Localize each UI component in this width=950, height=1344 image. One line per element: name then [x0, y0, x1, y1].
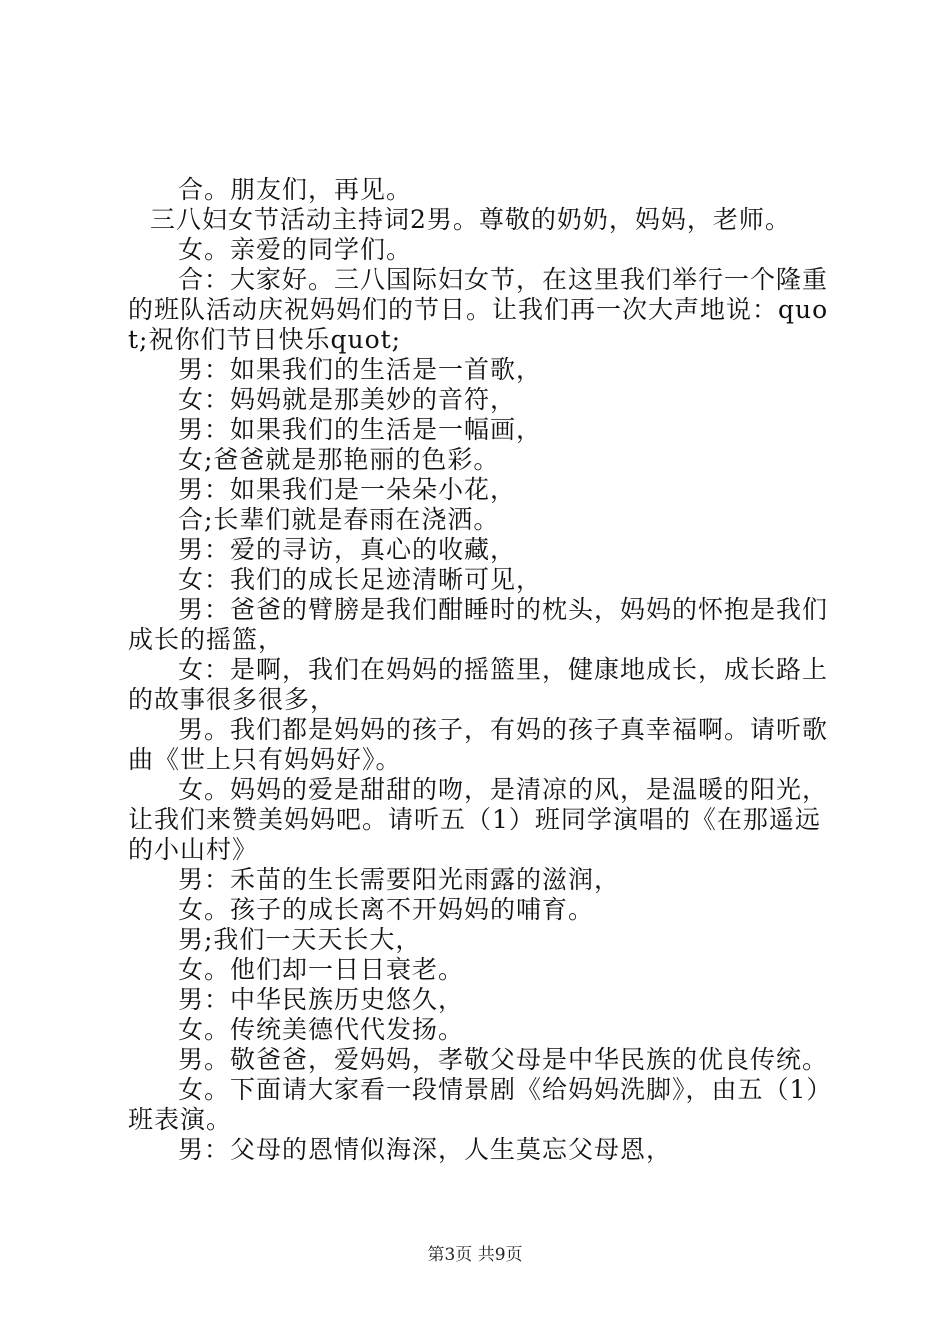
paragraph: 男：如果我们的生活是一幅画，: [178, 415, 543, 444]
paragraph: 女。他们却一日日衰老。: [178, 955, 465, 984]
paragraph: 男：如果我们的生活是一首歌，: [178, 355, 543, 384]
paragraph: 男：中华民族历史悠久，: [178, 985, 465, 1014]
document-body: [128, 175, 840, 1165]
paragraph: 女。孩子的成长离不开妈妈的哺育。: [178, 895, 595, 924]
paragraph: 合：大家好。三八国际妇女节，在这里我们举行一个隆重的班队活动庆祝妈妈们的节日。让我们再一次大声地说：quot;祝你们节日快乐quot;: [128, 265, 829, 354]
paragraph: 女：是啊，我们在妈妈的摇篮里，健康地成长，成长路上的故事很多很多，: [128, 655, 829, 714]
page-number-footer: 第3页 共9页: [427, 1245, 523, 1265]
paragraph: 女。下面请大家看一段情景剧《给妈妈洗脚》，由五（1）班表演。: [128, 1075, 833, 1134]
paragraph: 女;爸爸就是那艳丽的色彩。: [178, 445, 500, 474]
paragraph: 合;长辈们就是春雨在浇洒。: [178, 505, 500, 534]
paragraph: 男。敬爸爸，爱妈妈，孝敬父母是中华民族的优良传统。: [178, 1045, 829, 1074]
paragraph: 男：如果我们是一朵朵小花，: [178, 475, 517, 504]
paragraph: 女。传统美德代代发扬。: [178, 1015, 465, 1044]
paragraph: 女：妈妈就是那美妙的音符，: [178, 385, 517, 414]
paragraph: 男：父母的恩情似海深，人生莫忘父母恩，: [178, 1135, 673, 1164]
paragraph: 男。我们都是妈妈的孩子，有妈的孩子真幸福啊。请听歌曲《世上只有妈妈好》。: [128, 715, 829, 774]
paragraph: 女。妈妈的爱是甜甜的吻，是清凉的风，是温暖的阳光，让我们来赞美妈妈吧。请听五（1）班同学演唱的《在那遥远的小山村》: [128, 775, 829, 864]
paragraph: 合。朋友们，再见。: [178, 175, 413, 204]
paragraph: 女。亲爱的同学们。: [178, 235, 413, 264]
paragraph: 男：爱的寻访，真心的收藏，: [178, 535, 517, 564]
paragraph: 女：我们的成长足迹清晰可见，: [178, 565, 543, 594]
paragraph: 男：爸爸的臂膀是我们酣睡时的枕头，妈妈的怀抱是我们成长的摇篮，: [128, 595, 829, 654]
paragraph: 三八妇女节活动主持词2男。尊敬的奶奶，妈妈，老师。: [150, 205, 791, 234]
paragraph: 男：禾苗的生长需要阳光雨露的滋润，: [178, 865, 621, 894]
paragraph: 男;我们一天天长大，: [178, 925, 422, 954]
